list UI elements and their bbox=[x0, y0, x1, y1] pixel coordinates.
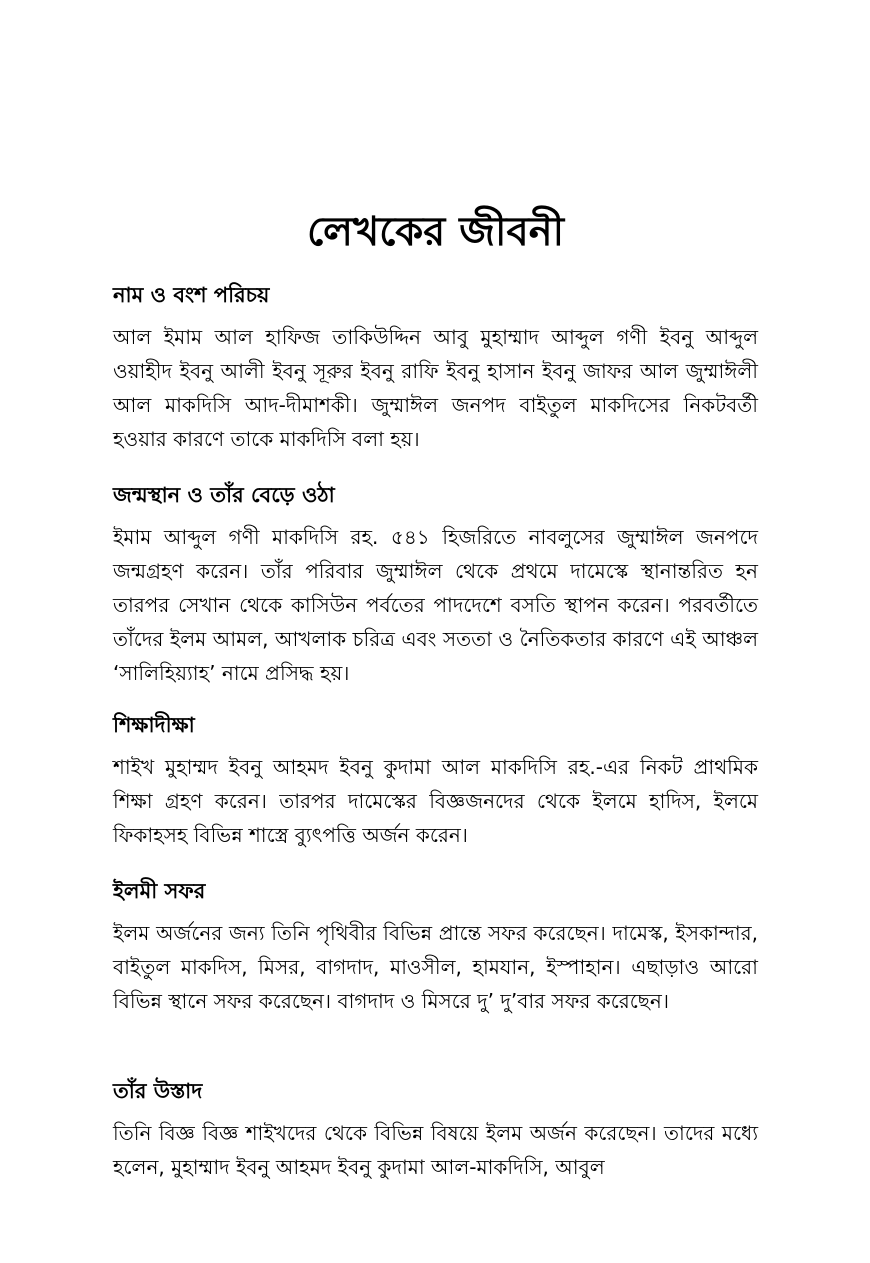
document-page bbox=[113, 0, 758, 1263]
section-heading: শিক্ষাদীক্ষা bbox=[113, 713, 195, 737]
section-paragraph: তিনি বিজ্ঞ বিজ্ঞ শাইখদের থেকে বিভিন্ন বিষয়ে ইলম অর্জন করেছেন। তাদের মধ্যে হলেন, মুহাম্মাদ ইবনু আহমদ ইবনু কুদামা আল-মাকদিসি, আবুল bbox=[113, 1121, 758, 1179]
section-paragraph: আল ইমাম আল হাফিজ তাকিউদ্দিন আবু মুহাম্মাদ আব্দুল গণী ইবনু আব্দুল ওয়াহীদ ইবনু আলী ইবনু সূরুর ইবনু রাফি ইবনু হাসান ইবনু জাফর আল জুম্মাঈলী আল মাকদিসি আদ-দীমাশকী। জুম্মাঈল জনপদ বাইতুল মাকদিসের নিকটবর্তী হওয়ার কারণে তাকে মাকদিসি বলা হয়। bbox=[113, 325, 758, 451]
section-teachers bbox=[113, 1076, 758, 1184]
section-paragraph: ইলম অর্জনের জন্য তিনি পৃথিবীর বিভিন্ন প্রান্তে সফর করেছেন। দামেস্ক, ইসকান্দার, বাইতুল মাকদিস, মিসর, বাগদাদ, মাওসীল, হামযান, ইস্পাহান। এছাড়াও আরো বিভিন্ন স্থানে সফর করেছেন। বাগদাদ ও মিসরে দু’ দু’বার সফর করেছেন। bbox=[113, 921, 758, 1013]
section-heading: তাঁর উস্তাদ bbox=[113, 1079, 203, 1103]
section-lineage bbox=[113, 280, 758, 456]
section-heading: নাম ও বংশ পরিচয় bbox=[113, 283, 270, 307]
section-heading: জন্মস্থান ও তাঁর বেড়ে ওঠা bbox=[113, 483, 335, 507]
page-title: লেখকের জীবনী bbox=[306, 209, 565, 255]
section-paragraph: শাইখ মুহাম্মদ ইবনু আহমদ ইবনু কুদামা আল মাকদিসি রহ.-এর নিকট প্রাথমিক শিক্ষা গ্রহণ করেন। তারপর দামেস্কের বিজ্ঞজনদের থেকে ইলমে হাদিস, ইলমে ফিকাহসহ বিভিন্ন শাস্ত্রে ব্যুৎপত্তি অর্জন করেন। bbox=[113, 755, 758, 847]
section-birthplace bbox=[113, 480, 758, 690]
section-education bbox=[113, 710, 758, 852]
section-paragraph: ইমাম আব্দুল গণী মাকদিসি রহ. ৫৪১ হিজরিতে নাবলুসের জুম্মাঈল জনপদে জন্মগ্রহণ করেন। তাঁর পরিবার জুম্মাঈল থেকে প্রথমে দামেস্কে স্থানান্তরিত হন তারপর সেখান থেকে কাসিউন পর্বতের পাদদেশে বসতি স্থাপন করেন। পরবর্তীতে তাঁদের ইলম আমল, আখলাক চরিত্র এবং সততা ও নৈতিকতার কারণে এই আঞ্চল ‘সালিহিয়্যাহ’ নামে প্রসিদ্ধ হয়। bbox=[113, 525, 758, 685]
section-travels bbox=[113, 876, 758, 1018]
section-heading: ইলমী সফর bbox=[113, 879, 206, 903]
